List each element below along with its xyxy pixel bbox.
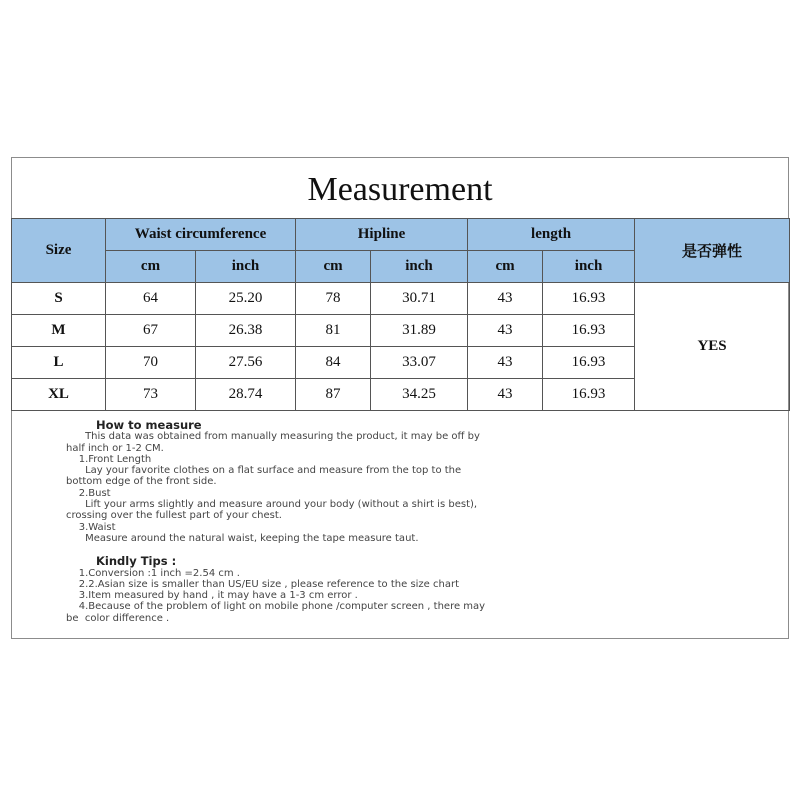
unit-header: inch [371,251,468,283]
note-line: Lift your arms slightly and measure around your body (without a shirt is best), [66,499,478,511]
unit-header: inch [196,251,296,283]
note-line: crossing over the fullest part of your chest. [66,510,282,522]
elastic-value: YES [635,283,790,411]
size-cell: S [12,283,106,315]
table-cell: 30.71 [371,283,468,315]
table-row [12,283,790,315]
note-line: 1.Front Length [66,453,152,465]
note-line: This data was obtained from manually measuring the product, it may be off by [66,431,480,443]
elastic-header: 是否弹性 [635,219,790,283]
table-cell: 16.93 [543,379,635,411]
tip-line: be color difference . [66,612,170,624]
table-cell: 70 [106,347,196,379]
table-cell: 34.25 [371,379,468,411]
measure-notes [66,420,666,624]
table-cell: 25.20 [196,283,296,315]
unit-header: cm [106,251,196,283]
how-to-measure-heading: How to measure [96,418,202,432]
size-header: Size [12,219,106,283]
tip-line: 4.Because of the problem of light on mobile phone /computer screen , there may [66,601,486,613]
table-cell: 26.38 [196,315,296,347]
table-cell: 43 [468,283,543,315]
note-line: Lay your favorite clothes on a flat surface and measure from the top to the [66,465,462,477]
unit-header: cm [468,251,543,283]
table-cell: 16.93 [543,283,635,315]
page-title: Measurement [307,171,493,208]
length-header: length [468,219,635,251]
waist-header: Waist circumference [106,219,296,251]
table-cell: 78 [296,283,371,315]
tip-line: 1.Conversion :1 inch =2.54 cm . [66,567,240,579]
table-cell: 43 [468,315,543,347]
table-cell: 43 [468,379,543,411]
tip-line: 2.2.Asian size is smaller than US/EU size , please reference to the size chart [66,578,460,590]
unit-header: inch [543,251,635,283]
note-line: 3.Waist [66,521,116,533]
table-cell: 67 [106,315,196,347]
unit-header: cm [296,251,371,283]
table-cell: 64 [106,283,196,315]
table-cell: 16.93 [543,315,635,347]
kindly-tips-heading: Kindly Tips : [96,554,177,569]
tip-line: 3.Item measured by hand , it may have a 1-3 cm error . [66,590,358,602]
table-cell: 43 [468,347,543,379]
table-cell: 84 [296,347,371,379]
table-cell: 27.56 [196,347,296,379]
size-cell: M [12,315,106,347]
size-cell: L [12,347,106,379]
note-line: 2.Bust [66,487,111,499]
table-cell: 16.93 [543,347,635,379]
table-cell: 73 [106,379,196,411]
table-cell: 33.07 [371,347,468,379]
hipline-header: Hipline [296,219,468,251]
table-cell: 28.74 [196,379,296,411]
note-line: Measure around the natural waist, keeping the tape measure taut. [66,532,419,544]
table-cell: 81 [296,315,371,347]
size-cell: XL [12,379,106,411]
table-cell: 31.89 [371,315,468,347]
note-line: bottom edge of the front side. [66,476,217,488]
table-cell: 87 [296,379,371,411]
note-line: half inch or 1-2 CM. [66,442,164,454]
size-table [11,218,790,411]
